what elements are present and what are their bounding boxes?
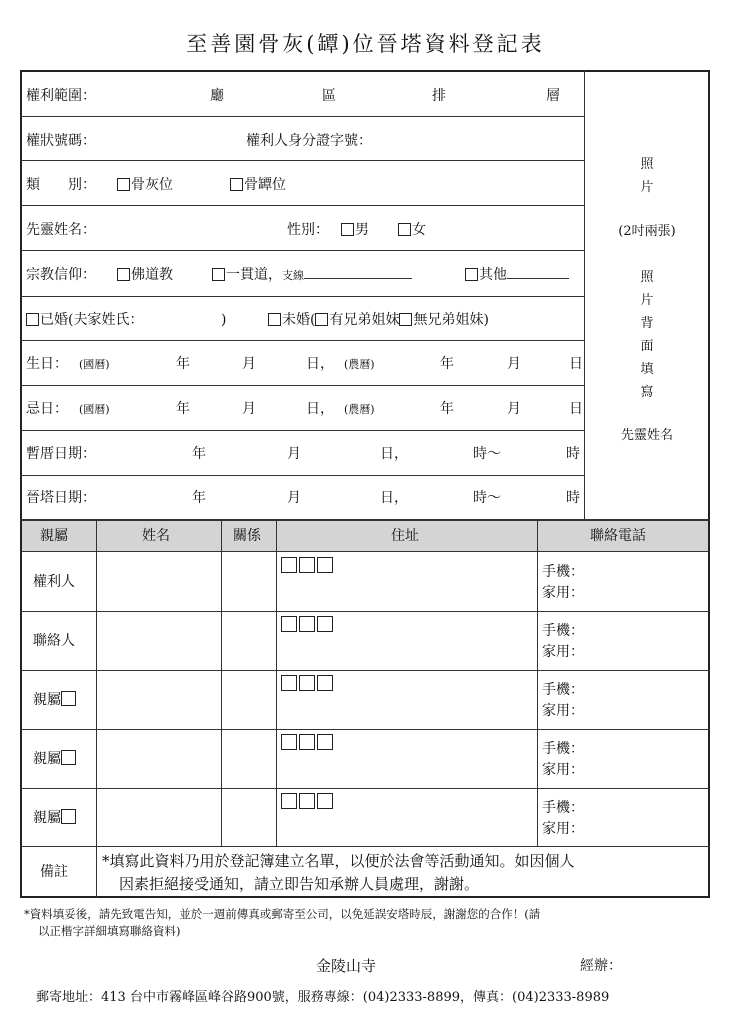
death-month: 月 — [242, 401, 256, 417]
remarks-line-2: 因素拒絕接受通知，請立即告知承辦人員處理，謝謝。 — [119, 875, 480, 893]
table-row-line — [20, 611, 710, 612]
has-siblings-checkbox[interactable] — [315, 313, 328, 326]
row-divider — [20, 430, 584, 431]
birth-lunar: (農曆) — [344, 358, 375, 371]
birth-day-solar: 日， — [306, 356, 334, 372]
tower-month: 月 — [287, 490, 301, 506]
category-label: 類 別： — [26, 177, 96, 193]
row-divider — [20, 340, 584, 341]
home-label: 家用： — [542, 644, 584, 660]
remarks-label: 備註 — [40, 864, 68, 880]
death-year: 年 — [176, 401, 190, 417]
photo-back-6: 寫 — [640, 385, 654, 400]
zip-boxes[interactable] — [281, 793, 335, 813]
tower-day: 日， — [380, 490, 408, 506]
has-siblings: 有兄弟姐妹 — [329, 312, 400, 328]
temp-year: 年 — [192, 446, 206, 462]
death-solar: (國曆) — [79, 403, 110, 416]
row-divider — [20, 116, 584, 117]
row-divider — [20, 160, 584, 161]
unmarried-label: 未婚( — [282, 312, 316, 328]
row-divider — [20, 475, 584, 476]
gender-label: 性別： — [287, 222, 329, 238]
row-role-contact: 聯絡人 — [33, 633, 75, 649]
birth-label: 生日： — [26, 356, 68, 372]
category-urn-checkbox[interactable] — [230, 178, 243, 191]
photo-label-1: 照 — [640, 157, 654, 172]
gender-male-checkbox[interactable] — [341, 223, 354, 236]
name-label: 先靈姓名： — [26, 222, 96, 238]
table-top — [20, 519, 710, 521]
religion-branch: 支線 — [282, 269, 304, 282]
unmarried-checkbox[interactable] — [268, 313, 281, 326]
header-address: 住址 — [391, 528, 419, 544]
col-line — [276, 519, 277, 846]
id-label: 權利人身分證字號： — [246, 133, 372, 149]
home-label: 家用： — [542, 585, 584, 601]
tower-hour-to: 時～ — [473, 490, 501, 506]
form-title: 至善園骨灰(罈)位晉塔資料登記表 — [186, 32, 545, 56]
row-divider — [20, 205, 584, 206]
table-row-line — [20, 670, 710, 671]
mobile-label: 手機： — [542, 564, 584, 580]
scope-label: 權利範圍： — [26, 88, 96, 104]
home-label: 家用： — [542, 821, 584, 837]
photo-back-4: 面 — [640, 339, 654, 354]
temp-hour-to: 時～ — [473, 446, 501, 462]
mobile-label: 手機： — [542, 800, 584, 816]
temp-month: 月 — [287, 446, 301, 462]
handler-label: 經辦： — [580, 958, 622, 974]
married-checkbox[interactable] — [26, 313, 39, 326]
row-role-relative: 親屬 — [33, 751, 61, 767]
gender-female: 女 — [412, 222, 426, 238]
photo-back-2: 片 — [640, 293, 654, 308]
relative-checkbox[interactable] — [61, 750, 76, 765]
header-relation: 關係 — [233, 528, 261, 544]
zip-boxes[interactable] — [281, 557, 335, 577]
zip-boxes[interactable] — [281, 734, 335, 754]
row-role-rights: 權利人 — [33, 574, 75, 590]
table-row-line — [20, 551, 710, 552]
religion-buddhist-checkbox[interactable] — [117, 268, 130, 281]
birth-lunar-year: 年 — [440, 356, 454, 372]
gender-male: 男 — [355, 222, 369, 238]
header-name: 姓名 — [142, 528, 170, 544]
birth-solar: (國曆) — [79, 358, 110, 371]
org-name: 金陵山寺 — [316, 957, 377, 975]
header-phone: 聯絡電話 — [590, 528, 646, 544]
religion-buddhist: 佛道教 — [131, 267, 173, 283]
religion-other: 其他 — [479, 267, 507, 283]
tower-label: 晉塔日期： — [26, 490, 96, 506]
relative-checkbox[interactable] — [61, 691, 76, 706]
table-row-line — [20, 788, 710, 789]
zip-boxes[interactable] — [281, 616, 335, 636]
death-lunar-year: 年 — [440, 401, 454, 417]
table-row-line — [20, 846, 710, 847]
photo-back-3: 背 — [640, 316, 654, 331]
birth-lunar-month: 月 — [507, 356, 521, 372]
home-label: 家用： — [542, 762, 584, 778]
branch-line[interactable] — [304, 266, 412, 279]
photo-back-5: 填 — [640, 362, 654, 377]
temp-day: 日， — [380, 446, 408, 462]
footer-note-2: 以正楷字詳細填寫聯絡資料) — [38, 924, 181, 938]
relative-checkbox[interactable] — [61, 809, 76, 824]
tower-hour: 時 — [566, 490, 580, 506]
photo-label-2: 片 — [640, 180, 654, 195]
category-urn: 骨罈位 — [244, 177, 286, 193]
death-day-solar: 日， — [306, 401, 334, 417]
death-lunar-month: 月 — [507, 401, 521, 417]
row-divider — [20, 385, 584, 386]
col-line — [96, 519, 97, 846]
header-relative: 親屬 — [40, 528, 68, 544]
mobile-label: 手機： — [542, 741, 584, 757]
category-ash-checkbox[interactable] — [117, 178, 130, 191]
cert-label: 權狀號碼： — [26, 133, 96, 149]
temp-label: 暫厝日期： — [26, 446, 96, 462]
row-role-relative: 親屬 — [33, 810, 61, 826]
religion-yiguandao: 一貫道， — [226, 267, 282, 283]
temp-hour: 時 — [566, 446, 580, 462]
married-close: ) — [221, 312, 227, 328]
row-divider — [20, 250, 584, 251]
home-label: 家用： — [542, 703, 584, 719]
no-siblings: 無兄弟姐妹) — [413, 312, 489, 328]
footer-address: 郵寄地址：413 台中市霧峰區峰谷路900號，服務專線：(04)2333-8899，傳真：(04)2333-8989 — [36, 990, 610, 1005]
photo-back-1: 照 — [640, 270, 654, 285]
remarks-col-line — [96, 846, 97, 898]
religion-yiguandao-checkbox[interactable] — [212, 268, 225, 281]
zip-boxes[interactable] — [281, 675, 335, 695]
mobile-label: 手機： — [542, 682, 584, 698]
birth-month: 月 — [242, 356, 256, 372]
death-lunar: (農曆) — [344, 403, 375, 416]
col-line — [221, 519, 222, 846]
photo-back-name: 先靈姓名 — [620, 428, 673, 443]
death-label: 忌日： — [26, 401, 68, 417]
photo-size: (2吋兩張) — [618, 224, 676, 239]
birth-lunar-day: 日 — [569, 356, 583, 372]
scope-hall: 廳 — [210, 88, 224, 104]
col-line — [537, 519, 538, 846]
scope-level: 層 — [546, 88, 560, 104]
religion-other-checkbox[interactable] — [465, 268, 478, 281]
other-line[interactable] — [507, 266, 569, 279]
scope-area: 區 — [322, 88, 336, 104]
mobile-label: 手機： — [542, 623, 584, 639]
married-label: 已婚(夫家姓氏： — [40, 312, 144, 328]
scope-row: 排 — [432, 88, 446, 104]
birth-year: 年 — [176, 356, 190, 372]
footer-note-1: *資料填妥後，請先致電告知，並於一週前傳真或郵寄至公司，以免延誤安塔時辰，謝謝您的合作！(請 — [24, 907, 541, 921]
category-ash: 骨灰位 — [131, 177, 173, 193]
death-lunar-day: 日 — [569, 401, 583, 417]
table-row-line — [20, 729, 710, 730]
row-divider — [20, 296, 584, 297]
religion-label: 宗教信仰： — [26, 267, 96, 283]
no-siblings-checkbox[interactable] — [399, 313, 412, 326]
row-role-relative: 親屬 — [33, 692, 61, 708]
gender-female-checkbox[interactable] — [398, 223, 411, 236]
remarks-line-1: *填寫此資料乃用於登記簿建立名單，以便於法會等活動通知。如因個人 — [102, 852, 575, 870]
tower-year: 年 — [192, 490, 206, 506]
